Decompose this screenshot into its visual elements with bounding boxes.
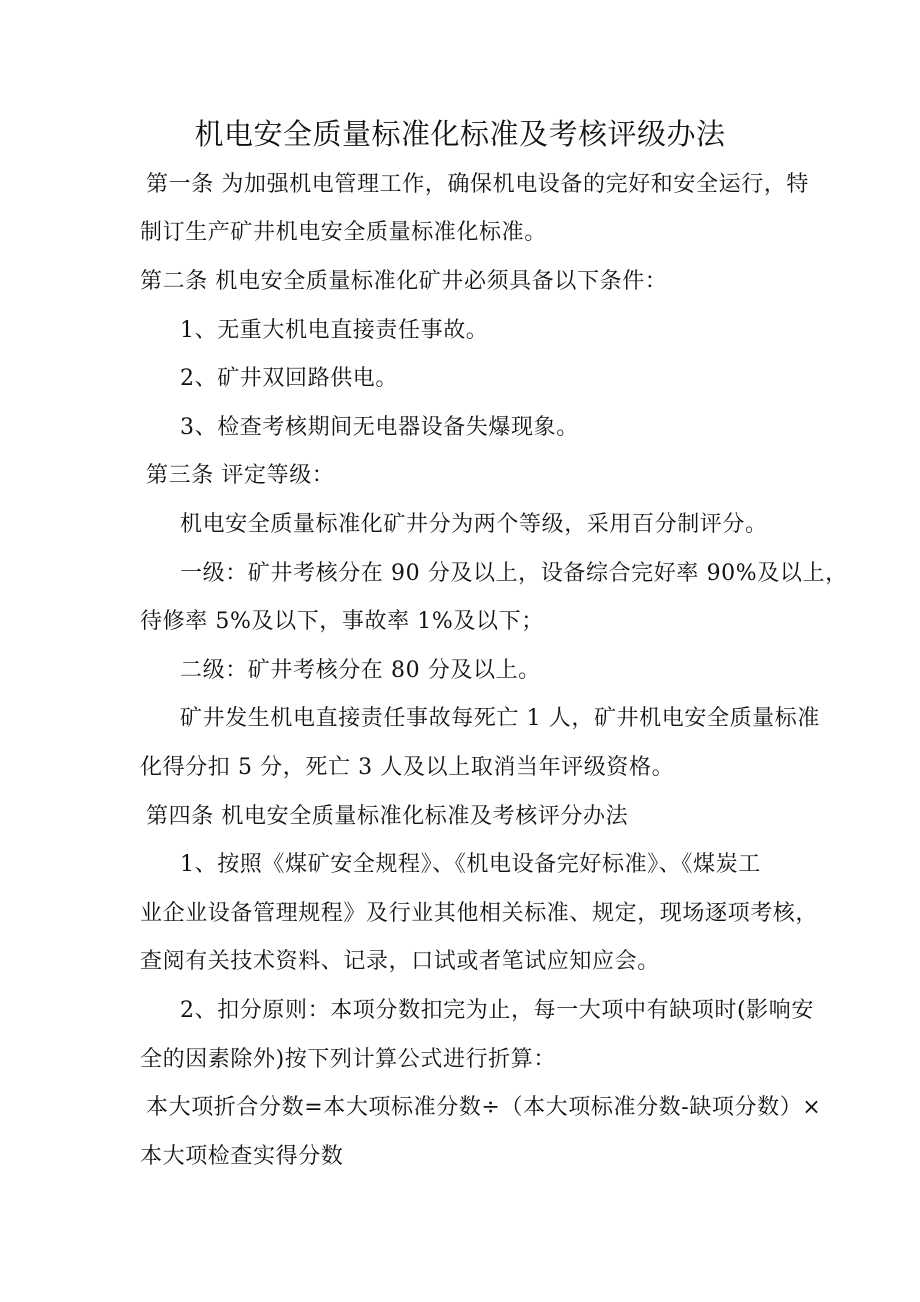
formula-line-1: 本大项折合分数=本大项标准分数÷（本大项标准分数-缺项分数）× — [146, 1095, 822, 1120]
article-4-item-2-line-2: 全的因素除外)按下列计算公式进行折算： — [140, 1047, 556, 1072]
grade-2-line: 二级：矿井考核分在 80 分及以上。 — [180, 658, 541, 683]
article-1-line-2: 制订生产矿井机电安全质量标准化标准。 — [140, 220, 547, 245]
document-title: 机电安全质量标准化标准及考核评级办法 — [194, 117, 726, 151]
article-4-heading: 第四条 机电安全质量标准化标准及考核评分办法 — [146, 804, 629, 829]
article-1-line-1: 第一条 为加强机电管理工作，确保机电设备的完好和安全运行，特 — [146, 172, 809, 197]
article-2-item-1: 1、无重大机电直接责任事故。 — [180, 318, 489, 343]
formula-line-2: 本大项检查实得分数 — [140, 1144, 344, 1169]
article-4-item-2-line-1: 2、扣分原则：本项分数扣完为止，每一大项中有缺项时(影响安 — [180, 998, 814, 1023]
article-4-item-1-line-2: 业企业设备管理规程》及行业其他相关标准、规定，现场逐项考核， — [140, 901, 819, 926]
article-3-paragraph-1: 机电安全质量标准化矿井分为两个等级，采用百分制评分。 — [180, 512, 768, 537]
article-2-item-2: 2、矿井双回路供电。 — [180, 366, 398, 391]
penalty-line-1: 矿井发生机电直接责任事故每死亡 1 人，矿井机电安全质量标准 — [180, 706, 820, 731]
article-2-heading: 第二条 机电安全质量标准化矿井必须具备以下条件： — [140, 269, 668, 294]
article-4-item-1-line-3: 查阅有关技术资料、记录，口试或者笔试应知应会。 — [140, 949, 660, 974]
grade-1-line-2: 待修率 5%及以下，事故率 1%及以下； — [140, 609, 544, 634]
grade-1-line-1: 一级：矿井考核分在 90 分及以上，设备综合完好率 90%及以上， — [180, 561, 848, 586]
penalty-line-2: 化得分扣 5 分，死亡 3 人及以上取消当年评级资格。 — [140, 755, 675, 780]
article-2-item-3: 3、检查考核期间无电器设备失爆现象。 — [180, 415, 579, 440]
article-4-item-1-line-1: 1、按照《煤矿安全规程》、《机电设备完好标准》、《煤炭工 — [180, 852, 761, 877]
article-3-heading: 第三条 评定等级： — [146, 463, 335, 488]
